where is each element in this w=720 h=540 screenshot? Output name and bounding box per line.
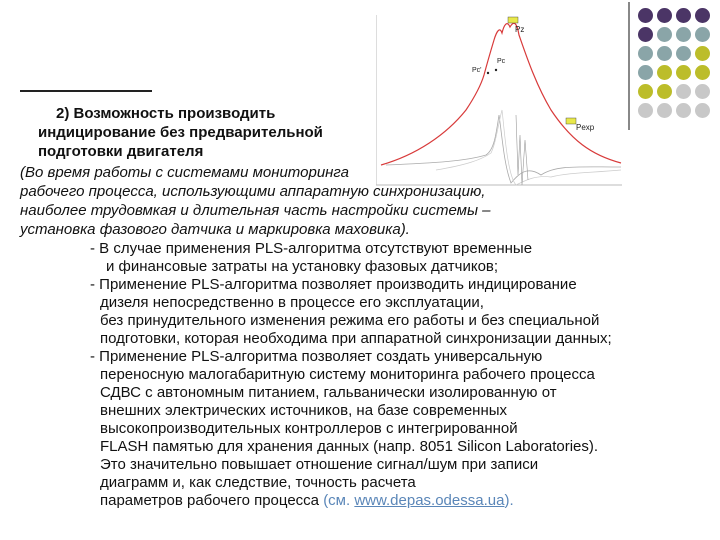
bullet-1-line-1: - В случае применения PLS-алгоритма отсутствуют временные — [90, 240, 533, 257]
decorative-dot — [676, 27, 691, 42]
pz-marker — [508, 17, 518, 23]
divider-line — [628, 2, 630, 130]
reference-suffix: ). — [504, 492, 514, 509]
website-link[interactable]: www.depas.odessa.ua — [354, 492, 505, 509]
bullet-3-line-9-text: параметров рабочего процесса — [100, 492, 320, 509]
heading-line-2: индицирование без предварительной — [38, 124, 323, 141]
bullet-3-line-8: диаграмм и, как следствие, точность расчета — [100, 474, 416, 491]
bullet-2-line-3: без принудительного изменения режима его работы и без специальной — [100, 312, 600, 329]
note-line-2: рабочего процесса, использующими аппаратную синхронизацию, — [20, 183, 486, 200]
decorative-dot — [657, 84, 672, 99]
bullet-2-line-1: - Применение PLS-алгоритма позволяет производить индицирование — [90, 276, 577, 293]
decorative-dot — [676, 84, 691, 99]
bullet-3-line-5: высокопроизводительных контроллеров с интегрированной — [100, 420, 518, 437]
bullet-1-line-2: и финансовые затраты на установку фазовых датчиков; — [106, 258, 499, 275]
decorative-dot — [676, 46, 691, 61]
bullet-3-line-2: переносную малогабаритную систему мониторинга рабочего процесса — [100, 366, 595, 383]
label-pc-prime: Pc' — [472, 67, 482, 74]
decorative-dot — [638, 65, 653, 80]
bullet-list — [20, 240, 700, 510]
decorative-dot — [638, 84, 653, 99]
decorative-dot — [676, 103, 691, 118]
decorative-dot — [657, 103, 672, 118]
bullet-3-line-7: Это значительно повышает отношение сигнал/шум при записи — [100, 456, 539, 473]
decorative-dot — [695, 46, 710, 61]
reference-prefix: (см. — [323, 492, 355, 509]
bullet-3-line-1: - Применение PLS-алгоритма позволяет создать универсальную — [90, 348, 543, 365]
pexp-marker — [566, 118, 576, 124]
heading-rule — [20, 90, 152, 92]
pressure-curve — [381, 23, 621, 165]
bullet-2-line-4: подготовки, которая необходима при аппаратной синхронизации данных; — [100, 330, 612, 347]
decorative-dot — [638, 46, 653, 61]
decorative-dot — [676, 8, 691, 23]
decorative-dot — [695, 84, 710, 99]
decorative-dot — [695, 27, 710, 42]
bullet-3-line-6: FLASH памятью для хранения данных (напр. 8051 Silicon Laboratories). — [100, 438, 599, 455]
pc-prime-point — [487, 72, 489, 74]
decorative-dot — [657, 27, 672, 42]
decorative-dot — [657, 65, 672, 80]
note-line-4: установка фазового датчика и маркировка маховика). — [20, 221, 410, 238]
note-line-1: (Во время работы с системами мониторинга — [20, 164, 349, 181]
italic-note — [20, 163, 540, 239]
decorative-dot — [638, 103, 653, 118]
decorative-dot-grid — [638, 8, 718, 133]
decorative-dot — [638, 27, 653, 42]
label-pz: Pz — [515, 25, 525, 34]
decorative-dot — [676, 65, 691, 80]
bullet-2-line-2: дизеля непосредственно в процессе его эксплуатации, — [100, 294, 484, 311]
decorative-dot — [657, 46, 672, 61]
decorative-dot — [657, 8, 672, 23]
decorative-dot — [695, 8, 710, 23]
bullet-3-line-4: внешних электрических источников, на базе современных — [100, 402, 508, 419]
bullet-3-line-9 — [20, 492, 700, 510]
heading-line-1: 2) Возможность производить — [56, 105, 276, 122]
decorative-dot — [638, 8, 653, 23]
bullet-3-line-3: СДВС с автономным питанием, гальванически изолированную от — [100, 384, 557, 401]
pc-point — [495, 69, 497, 71]
section-heading — [38, 104, 368, 161]
heading-line-3: подготовки двигателя — [38, 143, 204, 160]
decorative-dot — [695, 65, 710, 80]
decorative-dot — [695, 103, 710, 118]
note-line-3: наиболее трудовмкая и длительная часть настройки системы – — [20, 202, 491, 219]
label-pexp: Pexp — [576, 123, 595, 132]
reference — [323, 492, 513, 509]
label-pc: Pc — [497, 58, 506, 65]
